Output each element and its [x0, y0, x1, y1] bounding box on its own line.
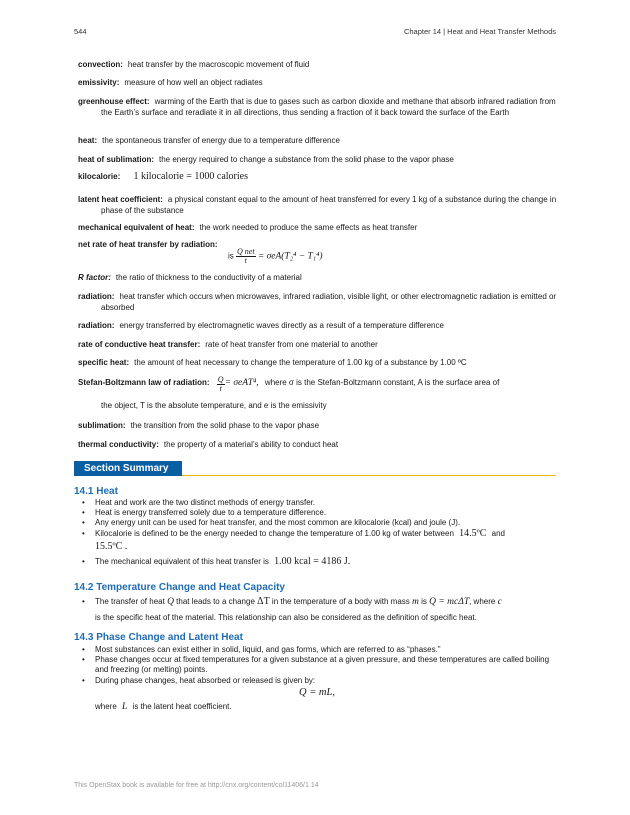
glossary-entry: [78, 172, 543, 183]
section-summary-label: Section Summary: [74, 461, 182, 476]
glossary-entry: [78, 340, 543, 351]
stefan-description: where σ is the Stefan-Boltzmann constant, A is the surface area of: [264, 378, 500, 387]
latent-heat-equation: Q = mL,: [299, 686, 335, 698]
glossary-term: rate of conductive heat transfer:: [78, 340, 201, 349]
stefan-fraction: $\frac{Q}{t}$: [217, 375, 224, 393]
list-item: • Most substances can exist either in solid, liquid, and gas forms, which are referred to as “phases.”: [82, 645, 552, 655]
glossary-term: R factor:: [78, 273, 111, 282]
glossary-term: heat:: [78, 136, 98, 145]
section-heading-14-3: 14.3 Phase Change and Latent Heat: [74, 632, 243, 643]
glossary-term: convection:: [78, 60, 123, 69]
glossary-entry: [78, 155, 543, 166]
stefan-description-cont: the object, T is the absolute temperature, and e is the emissivity: [101, 401, 327, 410]
glossary-def: warming of the Earth that is due to gases such as carbon dioxide and methane that absorb infrared radiation from the Earth’s surface and reradiate it in all directions, thus sending a fraction of it back toward the surface of the Earth: [101, 97, 556, 117]
glossary-term: latent heat coefficient:: [78, 195, 163, 204]
temp-14-5: 14.5ºC: [459, 527, 487, 539]
glossary-entry: [78, 358, 543, 369]
list-item: • During phase changes, heat absorbed or released is given by: Q = mL,: [82, 676, 552, 698]
glossary-entry: [78, 292, 566, 313]
glossary-entry: [78, 321, 543, 332]
section-heading-14-1: 14.1 Heat: [74, 486, 118, 497]
glossary-term: specific heat:: [78, 358, 130, 367]
glossary-def: the ratio of thickness to the conductivity of a material: [115, 273, 302, 282]
glossary-entry: [78, 60, 543, 71]
net-rate-fraction: $\frac{\text{Q net}}{t}$: [237, 247, 255, 265]
glossary-term: mechanical equivalent of heat:: [78, 223, 195, 232]
list-item: • The transfer of heat Q that leads to a change ΔT in the temperature of a body with mass m is Q = mcΔT, where c is the specific heat of the material. This relationship can also be considered as the definition of specific heat.: [82, 595, 552, 624]
glossary-entry: [78, 240, 543, 265]
glossary-entry: [78, 195, 566, 216]
glossary-term: heat of sublimation:: [78, 155, 154, 164]
glossary-term: radiation:: [78, 292, 115, 301]
glossary-def: rate of heat transfer from one material to another: [205, 340, 378, 349]
glossary-entry: [78, 440, 543, 451]
heat-capacity-formula: Q = mcΔT: [429, 597, 470, 607]
bullet-list-14-1: [82, 498, 552, 567]
glossary-def: measure of how well an object radiates: [124, 78, 263, 87]
is-text: is: [228, 251, 234, 261]
glossary-entry: [78, 223, 543, 234]
glossary-entry: [78, 376, 543, 414]
glossary-entry: [78, 421, 543, 432]
list-item: • Any energy unit can be used for heat transfer, and the most common are kilocalorie (kcal) and joule (J).: [82, 518, 552, 528]
glossary-entry: [78, 78, 543, 89]
list-item: • Heat is energy transferred solely due to a temperature difference.: [82, 508, 552, 518]
glossary-def: the property of a material’s ability to conduct heat: [163, 440, 339, 449]
list-item: • Phase changes occur at fixed temperatures for a given substance at a given pressure, and these temperatures are called boiling and freezing (or melting) points.: [82, 655, 552, 675]
glossary-entry: [78, 97, 566, 118]
section-heading-14-2: 14.2 Temperature Change and Heat Capacity: [74, 582, 285, 593]
glossary-term: net rate of heat transfer by radiation:: [78, 240, 218, 249]
glossary-entry: [78, 136, 543, 147]
glossary-def: the work needed to produce the same effects as heat transfer: [199, 223, 418, 232]
glossary-term: thermal conductivity:: [78, 440, 159, 449]
net-rate-formula: = σeA(T₂⁴ − T₁⁴): [257, 251, 323, 262]
mechanical-equivalent-formula: 1.00 kcal = 4186 J.: [274, 555, 351, 567]
list-item: • The mechanical equivalent of this heat transfer is 1.00 kcal = 4186 J.: [82, 557, 552, 567]
bullet-list-14-2: [82, 595, 552, 624]
temp-15-5: 15.5ºC .: [95, 540, 128, 552]
glossary-entry: [78, 273, 543, 284]
glossary-term: sublimation:: [78, 421, 126, 430]
glossary-term: emissivity:: [78, 78, 120, 87]
list-item: • Kilocalorie is defined to be the energy needed to change the temperature of 1.00 kg of water between 14.5ºC and 15.5ºC .: [82, 529, 552, 555]
bullet-list-14-3: [82, 645, 552, 700]
glossary-term: Stefan-Boltzmann law of radiation:: [78, 378, 210, 387]
glossary-def: a physical constant equal to the amount of heat transferred for every 1 kg of a substance during the change in phase of the substance: [101, 195, 557, 215]
stefan-formula: = σeAT⁴,: [224, 378, 259, 388]
glossary-def: the energy required to change a substance from the solid phase to the vapor phase: [159, 155, 454, 164]
latent-heat-where: where L is the latent heat coefficient.: [95, 702, 232, 712]
glossary-term: radiation:: [78, 321, 115, 330]
footer: This OpenStax book is available for free at http://cnx.org/content/col11406/1.14: [74, 782, 319, 789]
section-summary-bar: [74, 461, 556, 476]
glossary-def: heat transfer by the macroscopic movement of fluid: [127, 60, 310, 69]
page-number: 544: [74, 27, 87, 36]
glossary-def: energy transferred by electromagnetic waves directly as a result of a temperature difference: [119, 321, 444, 330]
glossary-def: the transition from the solid phase to the vapor phase: [130, 421, 320, 430]
chapter-header: Chapter 14 | Heat and Heat Transfer Methods: [403, 27, 556, 36]
list-item: • Heat and work are the two distinct methods of energy transfer.: [82, 498, 552, 508]
glossary-term: greenhouse effect:: [78, 97, 150, 106]
kilocalorie-formula: 1 kilocalorie = 1000 calories: [133, 171, 248, 182]
glossary-def: the amount of heat necessary to change the temperature of 1.00 kg of a substance by 1.00 ºC: [134, 358, 467, 367]
glossary-def: heat transfer which occurs when microwaves, infrared radiation, visible light, or other electromagnetic radiation is emitted or absorbed: [101, 292, 557, 312]
glossary-term: kilocalorie:: [78, 172, 121, 181]
glossary-def: the spontaneous transfer of energy due to a temperature difference: [102, 136, 340, 145]
